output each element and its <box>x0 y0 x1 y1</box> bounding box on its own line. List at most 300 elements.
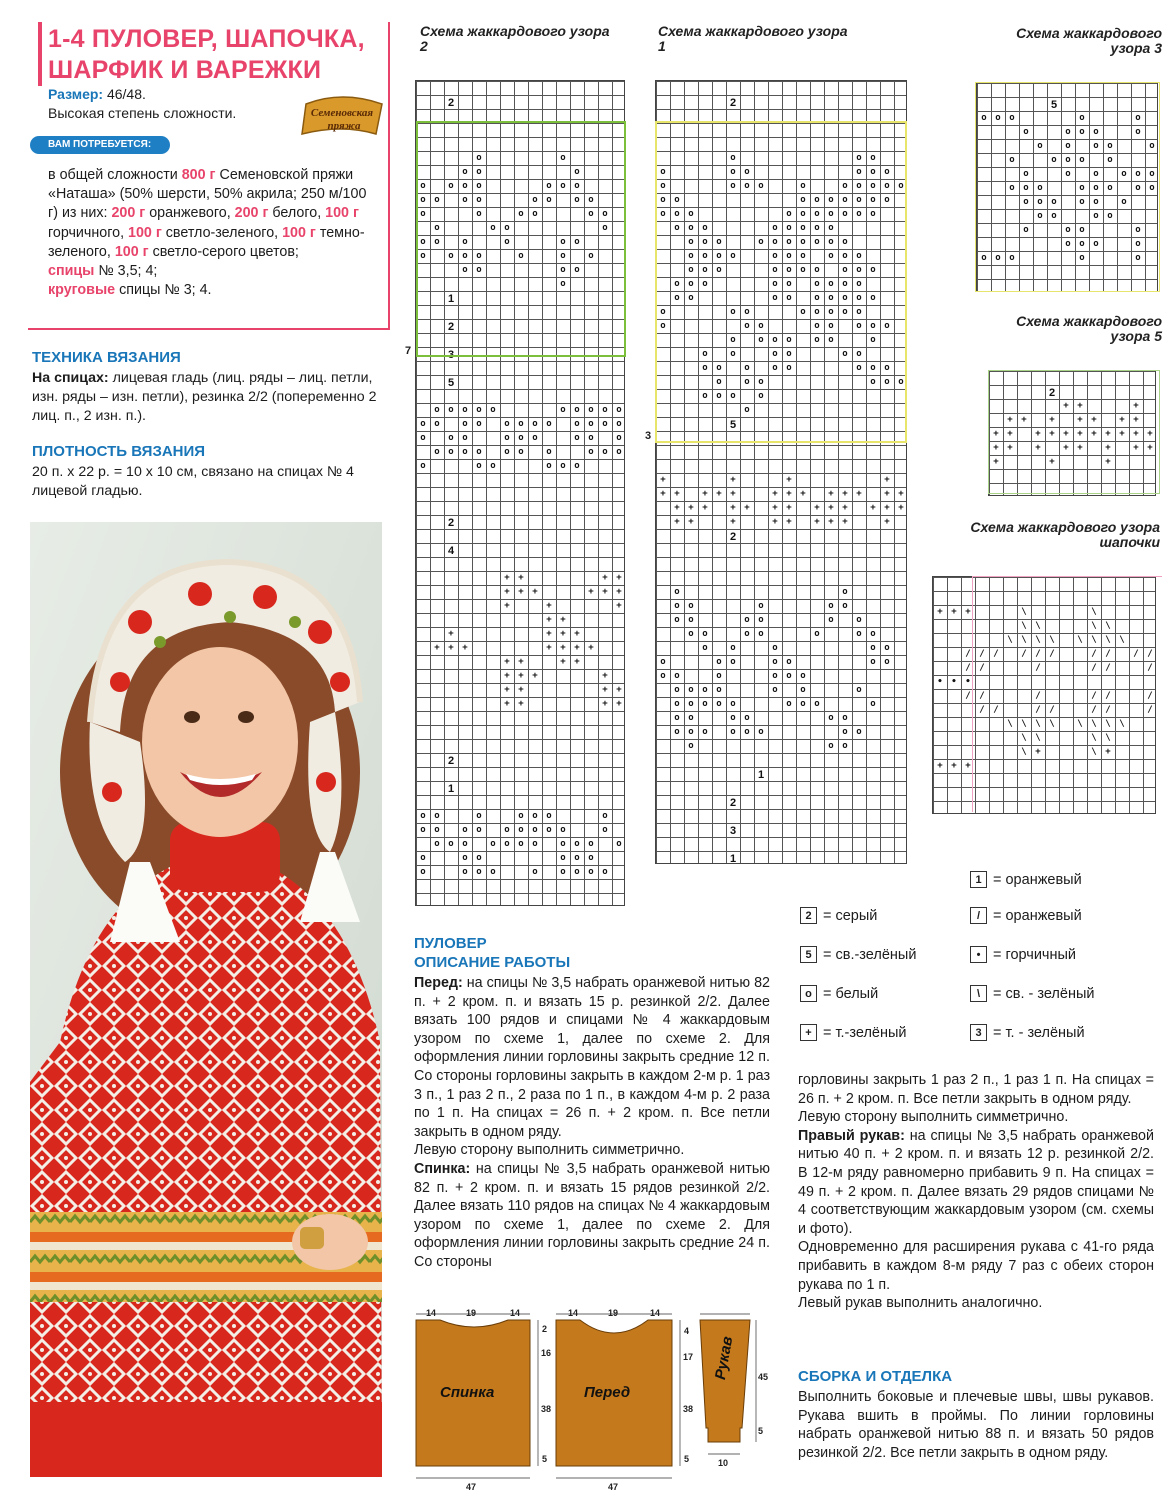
dim-label: 4 <box>684 1326 690 1336</box>
chart-stitch-symbol: o <box>674 292 680 303</box>
chart-stitch-symbol: + <box>518 670 524 681</box>
chart-stitch-symbol: + <box>1105 456 1111 467</box>
chart-stitch-symbol: o <box>884 180 890 191</box>
legend-symbol: + <box>800 1024 817 1041</box>
chart-stitch-symbol: o <box>476 166 482 177</box>
chart-stitch-symbol: o <box>758 180 764 191</box>
chart-stitch-symbol: \ <box>1105 634 1111 645</box>
chart-stitch-symbol: o <box>702 390 708 401</box>
dim-label: 14 <box>568 1308 579 1318</box>
chart-stitch-symbol: o <box>870 628 876 639</box>
title-line-1: 1-4 ПУЛОВЕР, ШАПОЧКА, <box>48 25 365 53</box>
chart-stitch-symbol: o <box>688 278 694 289</box>
chart-stitch-symbol: \ <box>1035 620 1041 631</box>
chart-stitch-symbol: o <box>814 698 820 709</box>
chart-stitch-symbol: o <box>602 446 608 457</box>
chart-stitch-symbol: o <box>1051 196 1057 207</box>
chart-stitch-symbol: o <box>518 838 524 849</box>
materials-highlight: 100 г <box>282 224 316 241</box>
chart-stitch-symbol: • <box>951 676 957 687</box>
chart-stitch-symbol: o <box>532 838 538 849</box>
chart-stitch-symbol: o <box>814 208 820 219</box>
chart-stitch-symbol: + <box>842 516 848 527</box>
chart-stitch-symbol: + <box>786 474 792 485</box>
chart-row-number: 3 <box>447 348 455 361</box>
dim-label: 14 <box>510 1308 521 1318</box>
chart-stitch-symbol: + <box>856 488 862 499</box>
chart-stitch-symbol: o <box>476 264 482 275</box>
chart-stitch-symbol: + <box>1049 456 1055 467</box>
chart-stitch-symbol: + <box>546 642 552 653</box>
chart-stitch-symbol: o <box>786 348 792 359</box>
dim-label: 5 <box>758 1426 764 1436</box>
chart-stitch-symbol: o <box>518 446 524 457</box>
chart-stitch-symbol: o <box>532 432 538 443</box>
chart-stitch-symbol: \ <box>1119 718 1125 729</box>
chart-stitch-symbol: o <box>546 824 552 835</box>
chart-stitch-symbol: o <box>462 180 468 191</box>
chart-stitch-symbol: o <box>1135 168 1141 179</box>
chart-stitch-symbol: + <box>1105 428 1111 439</box>
density-text: 20 п. х 22 р. = 10 х 10 см, связано на спицах № 4 лицевой гладью. <box>32 464 354 500</box>
chart-stitch-symbol: / <box>965 648 971 659</box>
back-cont: горловины закрыть 1 раз 2 п., 1 раз 1 п. На спицах = 26 п. + 2 кром. п. Все петли закрыть в одном ряду. <box>798 1072 1154 1107</box>
chart-stitch-symbol: + <box>616 698 622 709</box>
chart-stitch-symbol: + <box>504 684 510 695</box>
chart-stitch-symbol: \ <box>1119 634 1125 645</box>
chart-stitch-symbol: o <box>842 180 848 191</box>
sleeve-body: на спицы № 3,5 набрать оранжевой нитью 40 п. + 2 кром. п. и вязать 12 р. резинкой 2/2. В 12-м ряду равномерно прибавить 9 п. На спицах = 49 п. + 2 кром. п. Далее вязать 29 рядов спицами № 4 соответствующим жаккардовым узором (см. схемы и фото). <box>798 1127 1154 1237</box>
chart-stitch-symbol: o <box>870 334 876 345</box>
chart-stitch-symbol: o <box>1135 112 1141 123</box>
chart-stitch-symbol: + <box>674 502 680 513</box>
legend-label: = белый <box>823 985 879 1002</box>
chart-stitch-symbol: o <box>560 404 566 415</box>
chart-stitch-symbol: + <box>546 600 552 611</box>
chart-stitch-symbol: + <box>730 488 736 499</box>
chart-stitch-symbol: o <box>660 670 666 681</box>
chart-stitch-symbol: / <box>1105 704 1111 715</box>
chart-stitch-symbol: o <box>856 362 862 373</box>
chart-stitch-symbol: o <box>1037 196 1043 207</box>
chart-stitch-symbol: o <box>476 418 482 429</box>
chart-stitch-symbol: o <box>772 334 778 345</box>
chart-stitch-symbol: o <box>1079 238 1085 249</box>
chart-stitch-symbol: o <box>560 838 566 849</box>
chart-stitch-symbol: / <box>1091 704 1097 715</box>
chart-stitch-symbol: o <box>462 166 468 177</box>
chart-stitch-symbol: / <box>1147 662 1153 673</box>
chart-stitch-symbol: o <box>1079 252 1085 263</box>
chart-stitch-symbol: o <box>602 208 608 219</box>
chart-stitch-symbol: o <box>574 418 580 429</box>
chart-stitch-symbol: o <box>434 810 440 821</box>
chart-stitch-symbol: o <box>856 348 862 359</box>
chart-stitch-symbol: o <box>674 712 680 723</box>
chart-stitch-symbol: + <box>1063 400 1069 411</box>
chart-stitch-symbol: o <box>800 306 806 317</box>
chart-stitch-symbol: o <box>772 684 778 695</box>
chart-stitch-symbol: + <box>1049 414 1055 425</box>
chart-stitch-symbol: o <box>1065 126 1071 137</box>
chart-stitch-symbol: o <box>448 404 454 415</box>
chart-stitch-symbol: o <box>602 404 608 415</box>
chart-stitch-symbol: o <box>814 334 820 345</box>
chart-stitch-symbol: o <box>828 334 834 345</box>
front-body: на спицы № 3,5 набрать оранжевой нитью 82 п. + 2 кром. п. и вязать 15 р. резинкой 2/2. Далее вязать 100 рядов и спицами № 4 жаккардовым узором по схеме 1, далее по схеме 2. Для оформления линии горловины закрыть средние 12 п. Со стороны горловины закрыть в каждом 2-м р. 1 раз 3 п., 1 раз 2 п., 2 раза по 1 п., в каждом 4-м р. 2 раза по 1 п. На спицах = 26 п. + 2 кром. п. Все петли закрыть в одном ряду. <box>414 975 770 1140</box>
chart-stitch-symbol: / <box>979 704 985 715</box>
chart-stitch-symbol: o <box>856 726 862 737</box>
chart-stitch-symbol: + <box>560 642 566 653</box>
chart-row-number: 3 <box>729 824 737 837</box>
chart-stitch-symbol: o <box>870 292 876 303</box>
chart-stitch-symbol: o <box>434 446 440 457</box>
chart-stitch-symbol: o <box>800 194 806 205</box>
materials-highlight: 100 г <box>128 224 162 241</box>
chart-stitch-symbol: o <box>730 166 736 177</box>
chart-stitch-symbol: o <box>588 446 594 457</box>
chart-stitch-symbol: o <box>856 152 862 163</box>
legend-item <box>800 985 878 1002</box>
chart-stitch-symbol: o <box>842 264 848 275</box>
chart-stitch-symbol: o <box>1051 210 1057 221</box>
chart-stitch-symbol: + <box>588 586 594 597</box>
chart-stitch-symbol: o <box>660 320 666 331</box>
chart-stitch-symbol: + <box>518 698 524 709</box>
chart-stitch-symbol: o <box>814 306 820 317</box>
chart-stitch-symbol: o <box>674 698 680 709</box>
chart-stitch-symbol: o <box>702 222 708 233</box>
chart-stitch-symbol: + <box>1035 442 1041 453</box>
chart-stitch-symbol: o <box>744 614 750 625</box>
chart-stitch-symbol: o <box>420 432 426 443</box>
assembly-text: Выполнить боковые и плечевые швы, швы рукавов. Рукава вшить в проймы. По линии горловины набрать оранжевой нитью 88 п. и вязать 50 рядов резинкой 2/2. Все петли закрыть в одном ряду. <box>798 1389 1154 1461</box>
chart-stitch-symbol: + <box>660 488 666 499</box>
chart-stitch-symbol: o <box>518 810 524 821</box>
chart-stitch-symbol: o <box>1065 154 1071 165</box>
back-lead: Спинка: <box>414 1160 471 1177</box>
title-line-2: ШАРФИК И ВАРЕЖКИ <box>48 56 322 84</box>
chart-stitch-symbol: + <box>574 628 580 639</box>
size-value: 46/48. <box>106 86 146 102</box>
chart-stitch-symbol: o <box>1107 140 1113 151</box>
chart-stitch-symbol: + <box>884 502 890 513</box>
chart-stitch-symbol: o <box>828 250 834 261</box>
chart-stitch-symbol: o <box>560 180 566 191</box>
chart-stitch-symbol: o <box>828 208 834 219</box>
chart-stitch-symbol: o <box>884 166 890 177</box>
chart-stitch-symbol: o <box>532 208 538 219</box>
chart-stitch-symbol: o <box>1121 196 1127 207</box>
chart-stitch-symbol: o <box>758 320 764 331</box>
chart-stitch-symbol: / <box>1105 662 1111 673</box>
chart-stitch-symbol: o <box>462 866 468 877</box>
chart-stitch-symbol: o <box>870 656 876 667</box>
chart-stitch-symbol: \ <box>1035 732 1041 743</box>
legend-item <box>800 946 916 963</box>
chart-stitch-symbol: o <box>730 726 736 737</box>
chart-stitch-symbol: / <box>1133 648 1139 659</box>
chart-stitch-symbol: \ <box>1007 634 1013 645</box>
chart-stitch-symbol: / <box>993 704 999 715</box>
chart-stitch-symbol: o <box>856 166 862 177</box>
chart-stitch-symbol: o <box>772 264 778 275</box>
chart-stitch-symbol: + <box>616 600 622 611</box>
chart-stitch-symbol: o <box>1009 252 1015 263</box>
chart-stitch-symbol: o <box>448 838 454 849</box>
chart-stitch-symbol: o <box>546 810 552 821</box>
chart-stitch-symbol: + <box>993 428 999 439</box>
chart-stitch-symbol: / <box>1021 648 1027 659</box>
legend-symbol: o <box>800 985 817 1002</box>
chart-stitch-symbol: o <box>546 418 552 429</box>
chart-stitch-symbol: o <box>730 348 736 359</box>
chart-stitch-symbol: o <box>772 362 778 373</box>
chart-stitch-symbol: o <box>772 250 778 261</box>
chart-stitch-symbol: \ <box>1049 718 1055 729</box>
chart-stitch-symbol: + <box>574 642 580 653</box>
chart-stitch-symbol: o <box>842 250 848 261</box>
chart-stitch-symbol: o <box>1079 182 1085 193</box>
chart-stitch-symbol: + <box>730 474 736 485</box>
chart-stitch-symbol: \ <box>1035 718 1041 729</box>
back-piece-label: Спинка <box>440 1384 495 1401</box>
chart-stitch-symbol: + <box>602 684 608 695</box>
chart-stitch-symbol: o <box>504 446 510 457</box>
chart-stitch-symbol: o <box>688 628 694 639</box>
chart-stitch-symbol: o <box>504 838 510 849</box>
chart-stitch-symbol: o <box>434 824 440 835</box>
chart-stitch-symbol: + <box>828 502 834 513</box>
chart-stitch-symbol: o <box>616 418 622 429</box>
chart-stitch-symbol: + <box>616 684 622 695</box>
chart-stitch-symbol: o <box>420 236 426 247</box>
chart-stitch-symbol: o <box>730 698 736 709</box>
chart-stitch-symbol: o <box>560 824 566 835</box>
chart-stitch-symbol: o <box>856 278 862 289</box>
legend-symbol: \ <box>970 985 987 1002</box>
materials-part: оранжевого, <box>145 205 235 222</box>
chart-stitch-symbol: o <box>574 432 580 443</box>
materials-badge: ВАМ ПОТРЕБУЕТСЯ: <box>30 136 170 154</box>
materials-part: светло-серого цветов; <box>148 243 299 260</box>
dim-label: 47 <box>608 1482 619 1492</box>
chart-stitch-symbol: o <box>462 264 468 275</box>
chart-stitch-symbol: o <box>420 810 426 821</box>
chart-stitch-symbol: o <box>1093 196 1099 207</box>
chart-stitch-symbol: o <box>1107 182 1113 193</box>
chart-stitch-symbol: o <box>476 152 482 163</box>
chart-stitch-symbol: + <box>884 516 890 527</box>
chart-stitch-symbol: o <box>786 292 792 303</box>
chart-stitch-symbol: o <box>828 712 834 723</box>
chart-stitch-symbol: + <box>772 488 778 499</box>
chart-stitch-symbol: o <box>688 292 694 303</box>
chart-stitch-symbol: o <box>1023 168 1029 179</box>
chart-stitch-symbol: o <box>716 684 722 695</box>
chart-stitch-symbol: o <box>532 810 538 821</box>
chart-stitch-symbol: o <box>588 852 594 863</box>
chart-stitch-symbol: o <box>462 236 468 247</box>
chart-1-repeat-frame <box>655 121 907 443</box>
chart-stitch-symbol: o <box>814 278 820 289</box>
chart-stitch-symbol: o <box>674 670 680 681</box>
chart-stitch-symbol: o <box>1065 238 1071 249</box>
chart-stitch-symbol: + <box>1091 428 1097 439</box>
chart-stitch-symbol: o <box>702 264 708 275</box>
dim-label: 19 <box>608 1308 619 1318</box>
chart-stitch-symbol: o <box>716 362 722 373</box>
chart-stitch-symbol: + <box>1063 442 1069 453</box>
chart-stitch-symbol: o <box>476 208 482 219</box>
chart-stitch-symbol: o <box>828 740 834 751</box>
chart-stitch-symbol: o <box>730 656 736 667</box>
chart-stitch-symbol: o <box>744 376 750 387</box>
chart-stitch-symbol: o <box>448 180 454 191</box>
chart-stitch-symbol: o <box>800 236 806 247</box>
chart-row-number: 2 <box>729 530 737 543</box>
chart-stitch-symbol: o <box>504 824 510 835</box>
chart-1-title: Схема жаккардового узора 1 <box>658 23 848 54</box>
chart-stitch-symbol: + <box>546 628 552 639</box>
chart-stitch-symbol: + <box>716 488 722 499</box>
chart-stitch-symbol: o <box>448 432 454 443</box>
chart-stitch-symbol: + <box>504 670 510 681</box>
chart-stitch-symbol: o <box>786 656 792 667</box>
chart-stitch-symbol: o <box>828 278 834 289</box>
chart-stitch-symbol: o <box>574 180 580 191</box>
chart-stitch-symbol: o <box>730 334 736 345</box>
chart-row-number: 2 <box>1048 386 1056 399</box>
dim-label: 45 <box>758 1372 769 1382</box>
chart-3-frame <box>975 82 1160 292</box>
chart-stitch-symbol: o <box>588 404 594 415</box>
chart-stitch-symbol: o <box>814 264 820 275</box>
chart-stitch-symbol: \ <box>1091 732 1097 743</box>
chart-stitch-symbol: o <box>546 194 552 205</box>
chart-stitch-symbol: o <box>744 320 750 331</box>
chart-stitch-symbol: / <box>1035 648 1041 659</box>
chart-row-number: 2 <box>447 320 455 333</box>
legend-label: = серый <box>823 907 878 924</box>
chart-stitch-symbol: o <box>546 460 552 471</box>
chart-stitch-symbol: o <box>702 726 708 737</box>
chart-stitch-symbol: o <box>532 418 538 429</box>
chart-stitch-symbol: + <box>965 606 971 617</box>
chart-stitch-symbol: o <box>602 418 608 429</box>
chart-stitch-symbol: o <box>702 628 708 639</box>
chart-stitch-symbol: o <box>1107 210 1113 221</box>
pattern-pieces <box>410 1308 770 1492</box>
chart-stitch-symbol: o <box>856 208 862 219</box>
legend-symbol: 2 <box>800 907 817 924</box>
sleeve-piece-label: Рукав <box>712 1335 737 1381</box>
chart-stitch-symbol: o <box>462 824 468 835</box>
chart-stitch-symbol: o <box>434 236 440 247</box>
chart-stitch-symbol: o <box>995 252 1001 263</box>
chart-stitch-symbol: o <box>504 432 510 443</box>
chart-stitch-symbol: o <box>842 600 848 611</box>
chart-stitch-symbol: o <box>476 194 482 205</box>
chart-stitch-symbol: + <box>674 516 680 527</box>
chart-stitch-symbol: o <box>800 250 806 261</box>
chart-stitch-symbol: + <box>688 502 694 513</box>
chart-row-number: 2 <box>729 96 737 109</box>
sleeve-body-2: Одновременно для расширения рукава с 41-го ряда прибавить в каждом 8-м ряду 7 раз с обеих сторон рукава по 1 п. <box>798 1239 1154 1293</box>
legend-symbol: / <box>970 907 987 924</box>
chart-stitch-symbol: o <box>688 250 694 261</box>
chart-stitch-symbol: o <box>856 180 862 191</box>
chart-stitch-symbol: o <box>856 264 862 275</box>
chart-5-frame <box>988 370 1160 494</box>
chart-stitch-symbol: o <box>1093 140 1099 151</box>
chart-stitch-symbol: o <box>856 320 862 331</box>
chart-stitch-symbol: o <box>660 208 666 219</box>
chart-stitch-symbol: o <box>1107 154 1113 165</box>
chart-stitch-symbol: o <box>1093 210 1099 221</box>
chart-stitch-symbol: o <box>870 642 876 653</box>
chart-stitch-symbol: o <box>532 824 538 835</box>
chart-stitch-symbol: o <box>616 404 622 415</box>
chart-stitch-symbol: / <box>1147 648 1153 659</box>
chart-stitch-symbol: + <box>1133 414 1139 425</box>
chart-stitch-symbol: o <box>660 194 666 205</box>
chart-row-number: 2 <box>447 96 455 109</box>
chart-stitch-symbol: o <box>588 250 594 261</box>
materials-highlight: 200 г <box>111 205 146 222</box>
chart-stitch-symbol: o <box>674 600 680 611</box>
chart-stitch-symbol: / <box>979 690 985 701</box>
chart-stitch-symbol: o <box>1023 126 1029 137</box>
chart-stitch-symbol: o <box>1037 210 1043 221</box>
chart-stitch-symbol: o <box>588 838 594 849</box>
chart-stitch-symbol: o <box>744 628 750 639</box>
chart-stitch-symbol: o <box>870 362 876 373</box>
chart-stitch-symbol: o <box>744 404 750 415</box>
chart-stitch-symbol: \ <box>1105 620 1111 631</box>
chart-stitch-symbol: o <box>574 236 580 247</box>
chart-stitch-symbol: o <box>800 208 806 219</box>
chart-stitch-symbol: o <box>688 726 694 737</box>
chart-stitch-symbol: + <box>602 586 608 597</box>
chart-stitch-symbol: o <box>772 670 778 681</box>
chart-stitch-symbol: + <box>870 502 876 513</box>
chart-stitch-symbol: / <box>979 662 985 673</box>
chart-stitch-symbol: + <box>884 488 890 499</box>
row-mark-7: 7 <box>405 345 412 357</box>
chart-stitch-symbol: o <box>476 852 482 863</box>
chart-stitch-symbol: o <box>730 390 736 401</box>
chart-stitch-symbol: + <box>1077 400 1083 411</box>
chart-stitch-symbol: \ <box>1007 718 1013 729</box>
chart-stitch-symbol: + <box>702 488 708 499</box>
technique-lead: На спицах: <box>32 370 109 386</box>
chart-stitch-symbol: o <box>420 208 426 219</box>
chart-stitch-symbol: o <box>898 376 904 387</box>
chart-stitch-symbol: + <box>730 516 736 527</box>
chart-stitch-symbol: o <box>476 250 482 261</box>
chart-stitch-symbol: + <box>814 502 820 513</box>
chart-stitch-symbol: o <box>1079 224 1085 235</box>
chart-stitch-symbol: o <box>842 726 848 737</box>
chart-stitch-symbol: o <box>716 376 722 387</box>
chart-stitch-symbol: o <box>546 180 552 191</box>
chart-stitch-symbol: o <box>490 404 496 415</box>
chart-stitch-symbol: o <box>758 390 764 401</box>
chart-stitch-symbol: o <box>660 180 666 191</box>
chart-stitch-symbol: o <box>560 866 566 877</box>
chart-stitch-symbol: o <box>772 656 778 667</box>
